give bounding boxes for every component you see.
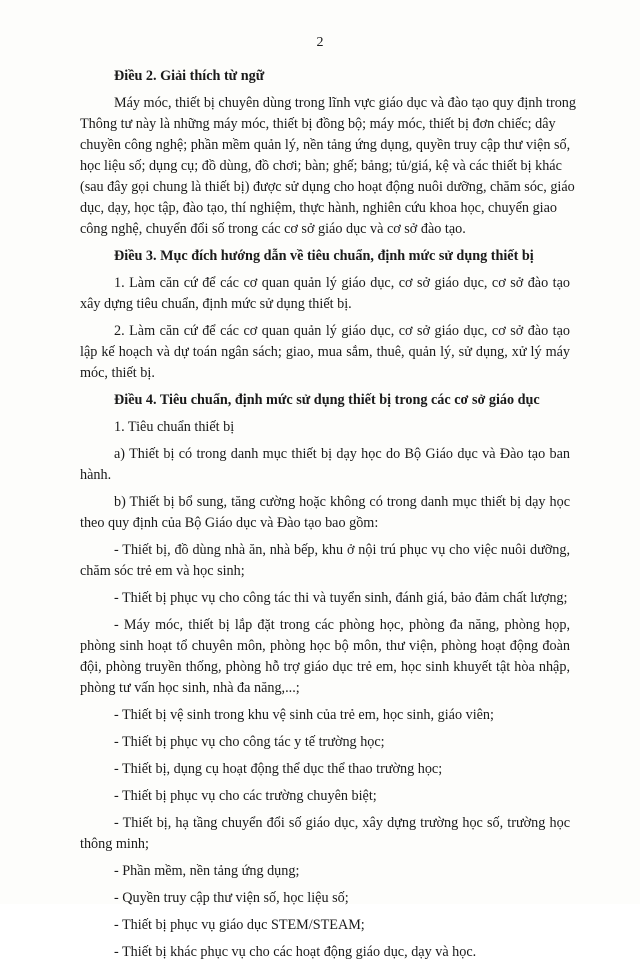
list-item: - Máy móc, thiết bị lắp đặt trong các phòng học, phòng đa năng, phòng họp, phòng sinh hoạt tổ chuyên môn, phòng học bộ môn, thư viện, phòng hoạt động đoàn đội, phòng truyền thống, phòng hỗ trợ giáo dục trẻ em, học sinh khuyết tật hòa nhập, phòng tư vấn học sinh, nhà đa năng,...; — [80, 617, 570, 696]
definition-line: Máy móc, thiết bị chuyên dùng trong lĩnh vực giáo dục và đào tạo quy định trong — [114, 95, 576, 111]
list-item: - Thiết bị, đồ dùng nhà ăn, nhà bếp, khu ở nội trú phục vụ cho việc nuôi dưỡng, chăm sóc trẻ em và học sinh; — [80, 542, 570, 579]
article-2-heading: Điều 2. Giải thích từ ngữ — [114, 68, 265, 84]
list-item: - Thiết bị phục vụ giáo dục STEM/STEAM; — [114, 917, 365, 933]
list-item: - Thiết bị, hạ tầng chuyển đổi số giáo dục, xây dựng trường học số, trường học thông minh; — [80, 815, 570, 852]
article-4-item-a: a) Thiết bị có trong danh mục thiết bị dạy học do Bộ Giáo dục và Đào tạo ban hành. — [80, 446, 570, 483]
document-body — [80, 66, 576, 969]
list-item: - Thiết bị phục vụ cho công tác thi và tuyển sinh, đánh giá, bảo đảm chất lượng; — [114, 590, 568, 606]
page-number: 2 — [316, 35, 324, 50]
list-item: - Thiết bị phục vụ cho công tác y tế trường học; — [114, 734, 385, 750]
article-2-definition — [80, 93, 576, 240]
article-4-sub-1: 1. Tiêu chuẩn thiết bị — [114, 419, 235, 435]
article-3-item-2: 2. Làm căn cứ để các cơ quan quản lý giáo dục, cơ sở giáo dục, cơ sở đào tạo lập kế hoạch và dự toán ngân sách; giao, mua sắm, thuê, quản lý, sử dụng, xử lý máy móc, thiết bị. — [80, 323, 570, 381]
list-item: - Thiết bị vệ sinh trong khu vệ sinh của trẻ em, học sinh, giáo viên; — [114, 707, 494, 723]
list-item: - Phần mềm, nền tảng ứng dụng; — [114, 863, 300, 879]
article-3-heading: Điều 3. Mục đích hướng dẫn về tiêu chuẩn, định mức sử dụng thiết bị — [114, 248, 534, 264]
article-4-heading: Điều 4. Tiêu chuẩn, định mức sử dụng thiết bị trong các cơ sở giáo dục — [114, 392, 540, 408]
list-item: - Thiết bị phục vụ cho các trường chuyên biệt; — [114, 788, 377, 804]
definition-line: công nghệ, chuyển đổi số trong các cơ sở giáo dục và cơ sở đào tạo. — [80, 221, 466, 237]
definition-line: (sau đây gọi chung là thiết bị) được sử dụng cho hoạt động nuôi dưỡng, chăm sóc, giáo — [80, 179, 575, 195]
definition-line: dục, dạy, học tập, đào tạo, thí nghiệm, thực hành, nghiên cứu khoa học, chuyển giao — [80, 200, 557, 216]
article-3-item-1: 1. Làm căn cứ để các cơ quan quản lý giáo dục, cơ sở giáo dục, cơ sở đào tạo xây dựng tiêu chuẩn, định mức sử dụng thiết bị. — [80, 275, 570, 312]
list-item: - Thiết bị khác phục vụ cho các hoạt động giáo dục, dạy và học. — [114, 944, 477, 960]
definition-line: Thông tư này là những máy móc, thiết bị đồng bộ; máy móc, thiết bị đơn chiếc; dây — [80, 116, 556, 132]
article-4-item-b: b) Thiết bị bổ sung, tăng cường hoặc không có trong danh mục thiết bị dạy học theo quy định của Bộ Giáo dục và Đào tạo bao gồm: — [80, 494, 570, 531]
list-item: - Quyền truy cập thư viện số, học liệu số; — [114, 890, 349, 906]
list-item: - Thiết bị, dụng cụ hoạt động thể dục thể thao trường học; — [114, 761, 443, 777]
definition-line: học liệu số; dụng cụ; đồ dùng, đồ chơi; bàn; ghế; bảng; tủ/giá, kệ và các thiết bị khác — [80, 158, 562, 174]
definition-line: chuyền công nghệ; phần mềm quản lý, nền tảng ứng dụng, quyền truy cập thư viện số, — [80, 137, 571, 153]
